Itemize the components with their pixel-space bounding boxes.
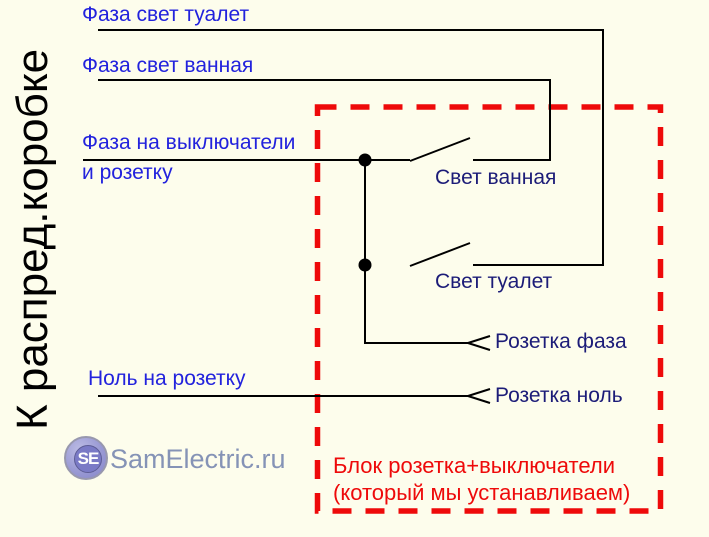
label-light-bath: Свет ванная <box>435 166 557 189</box>
label-phase-bath: Фаза свет ванная <box>82 54 254 77</box>
samelectric-logo <box>62 435 292 485</box>
switch-toilet-blade <box>410 243 470 266</box>
distribution-box-label: К распред.коробке <box>8 48 57 430</box>
switch-bath-blade <box>410 138 470 161</box>
block-note-line2: (который мы устанавливаем) <box>333 480 631 505</box>
label-phase-switches-line1: Фаза на выключатели <box>82 131 296 154</box>
logo-se-badge: SE <box>74 445 102 473</box>
label-null-socket: Ноль на розетку <box>88 367 246 390</box>
label-phase-toilet: Фаза свет туалет <box>82 3 250 26</box>
block-note-line1: Блок розетка+выключатели <box>333 453 615 478</box>
logo-site-text: SamElectric.ru <box>110 444 286 474</box>
logo-disc-icon <box>64 436 108 480</box>
junction-dot-1 <box>359 154 372 167</box>
wire-socket-null <box>98 389 490 403</box>
junction-dot-2 <box>359 259 372 272</box>
label-light-toilet: Свет туалет <box>435 270 553 293</box>
label-socket-phase: Розетка фаза <box>495 330 627 353</box>
label-socket-null: Розетка ноль <box>495 384 623 407</box>
block-note <box>333 452 630 506</box>
label-phase-switches-line2: и розетку <box>82 161 173 184</box>
